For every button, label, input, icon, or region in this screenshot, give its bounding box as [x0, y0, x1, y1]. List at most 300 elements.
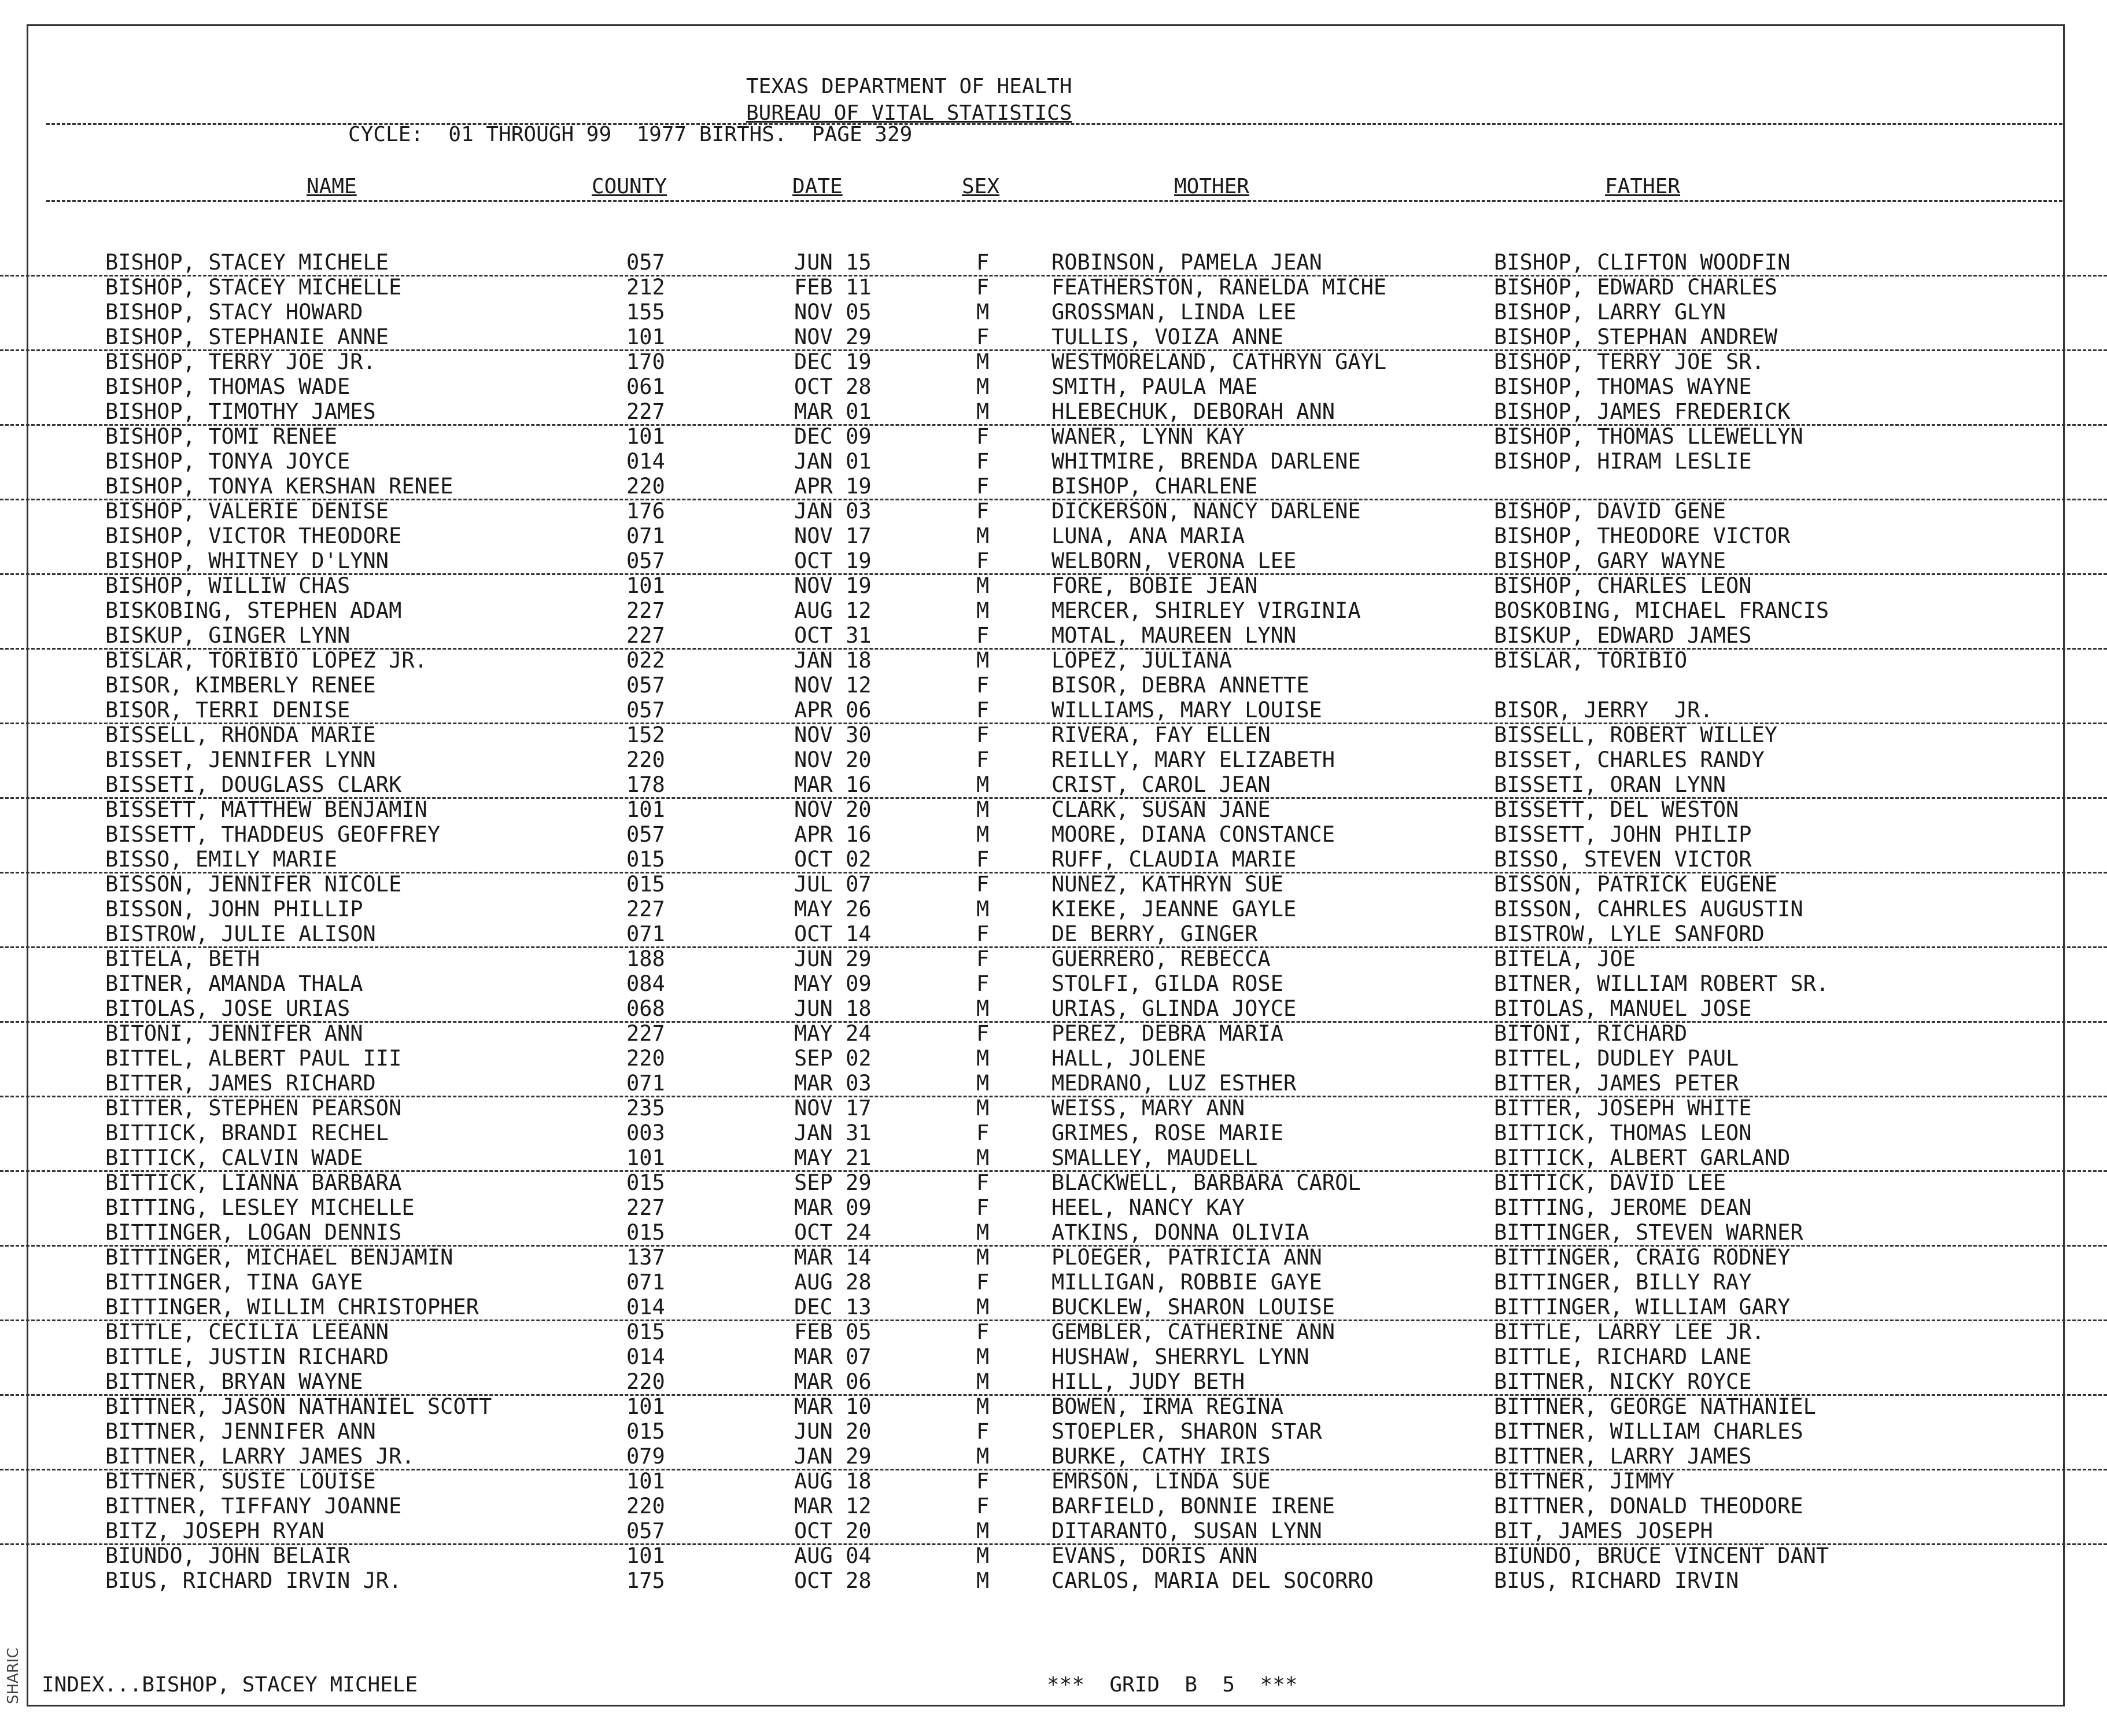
record-mother: TULLIS, VOIZA ANNE: [1051, 325, 1283, 349]
record-row: [0, 449, 2107, 474]
record-county: 212: [626, 275, 665, 300]
side-stamp-text: SHARIC: [5, 1647, 22, 1704]
record-name: BIUNDO, JOHN BELAIR: [105, 1543, 350, 1568]
record-name: BITTING, LESLEY MICHELLE: [105, 1195, 415, 1220]
record-name: BITTNER, JENNIFER ANN: [105, 1419, 376, 1444]
record-mother: URIAS, GLINDA JOYCE: [1051, 996, 1297, 1021]
record-mother: HALL, JOLENE: [1051, 1046, 1206, 1071]
record-name: BISHOP, TOMI RENEE: [105, 424, 337, 449]
record-father: BISHOP, CLIFTON WOODFIN: [1494, 250, 1791, 275]
record-mother: PEREZ, DEBRA MARIA: [1051, 1021, 1283, 1046]
record-row: [0, 1071, 2107, 1097]
record-county: 101: [626, 1145, 665, 1170]
record-row: [0, 349, 2107, 374]
record-mother: FEATHERSTON, RANELDA MICHE: [1051, 275, 1387, 300]
record-name: BISSO, EMILY MARIE: [105, 847, 337, 872]
record-mother: SMALLEY, MAUDELL: [1051, 1145, 1258, 1170]
record-row: [0, 772, 2107, 799]
record-row: [0, 598, 2107, 623]
record-county: 227: [626, 897, 665, 922]
record-county: 022: [626, 648, 665, 673]
record-father: BISSON, PATRICK EUGENE: [1494, 872, 1778, 897]
record-row: [0, 300, 2107, 325]
record-mother: MOTAL, MAUREEN LYNN: [1051, 623, 1297, 648]
record-sex: F: [976, 1121, 990, 1145]
record-row: [0, 1170, 2107, 1195]
grid-label: *** GRID B 5 ***: [1047, 1673, 1298, 1697]
record-date: JAN 29: [794, 1444, 872, 1469]
record-father: BIUS, RICHARD IRVIN: [1494, 1568, 1739, 1593]
record-mother: FORE, BOBIE JEAN: [1051, 573, 1258, 598]
record-sex: F: [976, 325, 990, 349]
record-name: BISKUP, GINGER LYNN: [105, 623, 350, 648]
record-father: BITTINGER, STEVEN WARNER: [1494, 1220, 1803, 1245]
record-father: BITTNER, NICKY ROYCE: [1494, 1369, 1752, 1394]
record-county: 014: [626, 1344, 665, 1369]
record-county: 057: [626, 673, 665, 698]
record-county: 071: [626, 1270, 665, 1295]
record-mother: REILLY, MARY ELIZABETH: [1051, 747, 1335, 772]
record-date: AUG 18: [794, 1469, 872, 1494]
record-row: [0, 648, 2107, 673]
record-row: [0, 673, 2107, 698]
record-sex: M: [976, 598, 990, 623]
record-date: FEB 05: [794, 1319, 872, 1344]
record-mother: CRIST, CAROL JEAN: [1051, 772, 1271, 797]
record-father: BISHOP, HIRAM LESLIE: [1494, 449, 1752, 474]
record-mother: STOEPLER, SHARON STAR: [1051, 1419, 1322, 1444]
record-sex: M: [976, 399, 990, 424]
record-name: BITTER, JAMES RICHARD: [105, 1071, 376, 1096]
record-sex: M: [976, 797, 990, 822]
record-sex: M: [976, 1295, 990, 1319]
record-mother: HLEBECHUK, DEBORAH ANN: [1051, 399, 1335, 424]
record-mother: GEMBLER, CATHERINE ANN: [1051, 1319, 1335, 1344]
record-sex: M: [976, 1568, 990, 1593]
record-father: BITTER, JOSEPH WHITE: [1494, 1096, 1752, 1121]
record-name: BITTNER, JASON NATHANIEL SCOTT: [105, 1394, 492, 1419]
record-mother: MEDRANO, LUZ ESTHER: [1051, 1071, 1297, 1096]
record-father: BISSET, CHARLES RANDY: [1494, 747, 1765, 772]
record-sex: F: [976, 872, 990, 897]
record-date: OCT 31: [794, 623, 872, 648]
record-father: BITTINGER, WILLIAM GARY: [1494, 1295, 1791, 1319]
record-county: 057: [626, 548, 665, 573]
record-name: BITELA, BETH: [105, 946, 260, 971]
record-mother: BUCKLEW, SHARON LOUISE: [1051, 1295, 1335, 1319]
record-sex: F: [976, 747, 990, 772]
record-name: BISHOP, TONYA JOYCE: [105, 449, 350, 474]
record-county: 101: [626, 573, 665, 598]
record-mother: BISOR, DEBRA ANNETTE: [1051, 673, 1309, 698]
record-row: [0, 275, 2107, 300]
record-date: NOV 29: [794, 325, 872, 349]
record-county: 057: [626, 1518, 665, 1543]
record-sex: F: [976, 971, 990, 996]
record-name: BITONI, JENNIFER ANN: [105, 1021, 363, 1046]
record-county: 175: [626, 1568, 665, 1593]
record-father: BISSETT, DEL WESTON: [1494, 797, 1739, 822]
record-county: 014: [626, 1295, 665, 1319]
record-date: JAN 18: [794, 648, 872, 673]
record-name: BITTICK, CALVIN WADE: [105, 1145, 363, 1170]
record-mother: WANER, LYNN KAY: [1051, 424, 1245, 449]
record-name: BISSELL, RHONDA MARIE: [105, 723, 376, 747]
record-sex: F: [976, 723, 990, 747]
record-name: BITTLE, CECILIA LEEANN: [105, 1319, 389, 1344]
record-mother: WHITMIRE, BRENDA DARLENE: [1051, 449, 1361, 474]
record-father: BISSETI, ORAN LYNN: [1494, 772, 1726, 797]
record-sex: F: [976, 1419, 990, 1444]
record-county: 101: [626, 1469, 665, 1494]
record-sex: M: [976, 1220, 990, 1245]
record-date: MAR 06: [794, 1369, 872, 1394]
record-father: BITTEL, DUDLEY PAUL: [1494, 1046, 1739, 1071]
record-sex: M: [976, 1071, 990, 1096]
record-date: OCT 02: [794, 847, 872, 872]
record-row: [0, 847, 2107, 873]
record-row: [0, 897, 2107, 922]
record-date: AUG 04: [794, 1543, 872, 1568]
record-row: [0, 1518, 2107, 1545]
record-name: BITTNER, TIFFANY JOANNE: [105, 1494, 402, 1518]
record-row: [0, 1543, 2107, 1568]
record-row: [0, 822, 2107, 847]
record-row: [0, 922, 2107, 948]
record-sex: F: [976, 946, 990, 971]
record-name: BISSET, JENNIFER LYNN: [105, 747, 376, 772]
record-father: BISSETT, JOHN PHILIP: [1494, 822, 1752, 847]
record-name: BITTNER, SUSIE LOUISE: [105, 1469, 376, 1494]
record-father: BITTNER, JIMMY: [1494, 1469, 1674, 1494]
record-sex: F: [976, 1021, 990, 1046]
record-name: BISHOP, WILLIW CHAS: [105, 573, 350, 598]
record-sex: F: [976, 1469, 990, 1494]
record-county: 227: [626, 623, 665, 648]
record-date: NOV 20: [794, 747, 872, 772]
record-name: BISSON, JENNIFER NICOLE: [105, 872, 402, 897]
record-row: [0, 698, 2107, 724]
record-sex: M: [976, 1394, 990, 1419]
record-row: [0, 374, 2107, 399]
record-sex: M: [976, 648, 990, 673]
record-name: BISOR, TERRI DENISE: [105, 698, 350, 723]
record-sex: F: [976, 1494, 990, 1518]
record-father: BITTLE, LARRY LEE JR.: [1494, 1319, 1765, 1344]
record-county: 015: [626, 1319, 665, 1344]
record-date: SEP 29: [794, 1170, 872, 1195]
record-county: 227: [626, 598, 665, 623]
record-name: BISLAR, TORIBIO LOPEZ JR.: [105, 648, 427, 673]
record-county: 137: [626, 1245, 665, 1270]
record-county: 101: [626, 797, 665, 822]
record-list: [0, 250, 2107, 1592]
record-date: JAN 03: [794, 499, 872, 524]
record-sex: M: [976, 573, 990, 598]
record-sex: M: [976, 524, 990, 548]
record-mother: NUNEZ, KATHRYN SUE: [1051, 872, 1283, 897]
record-county: 061: [626, 374, 665, 399]
record-date: MAR 14: [794, 1245, 872, 1270]
record-date: MAR 07: [794, 1344, 872, 1369]
record-date: APR 16: [794, 822, 872, 847]
record-date: AUG 12: [794, 598, 872, 623]
column-header-divider: [46, 200, 2062, 202]
side-stamp: [2, 1642, 23, 1705]
record-row: [0, 548, 2107, 575]
record-mother: DE BERRY, GINGER: [1051, 922, 1258, 946]
record-mother: BURKE, CATHY IRIS: [1051, 1444, 1271, 1469]
record-sex: F: [976, 499, 990, 524]
record-sex: F: [976, 1319, 990, 1344]
record-date: NOV 20: [794, 797, 872, 822]
record-father: BISOR, JERRY JR.: [1494, 698, 1713, 723]
record-sex: M: [976, 1046, 990, 1071]
record-date: MAR 10: [794, 1394, 872, 1419]
record-row: [0, 1469, 2107, 1494]
record-father: BISKUP, EDWARD JAMES: [1494, 623, 1752, 648]
record-county: 101: [626, 1394, 665, 1419]
record-mother: BOWEN, IRMA REGINA: [1051, 1394, 1283, 1419]
record-sex: F: [976, 474, 990, 499]
record-mother: HILL, JUDY BETH: [1051, 1369, 1245, 1394]
record-date: NOV 19: [794, 573, 872, 598]
record-name: BITTINGER, TINA GAYE: [105, 1270, 363, 1295]
record-mother: KIEKE, JEANNE GAYLE: [1051, 897, 1297, 922]
record-row: [0, 1046, 2107, 1071]
record-name: BISSETI, DOUGLASS CLARK: [105, 772, 402, 797]
record-name: BITNER, AMANDA THALA: [105, 971, 363, 996]
record-row: [0, 1096, 2107, 1121]
record-date: OCT 28: [794, 1568, 872, 1593]
agency-title: TEXAS DEPARTMENT OF HEALTH: [746, 75, 1072, 98]
record-sex: M: [976, 772, 990, 797]
record-name: BITTNER, BRYAN WAYNE: [105, 1369, 363, 1394]
record-county: 227: [626, 399, 665, 424]
record-date: MAR 03: [794, 1071, 872, 1096]
record-sex: F: [976, 250, 990, 275]
record-father: BITTINGER, CRAIG RODNEY: [1494, 1245, 1791, 1270]
record-sex: F: [976, 1270, 990, 1295]
record-father: BISHOP, TERRY JOE SR.: [1494, 349, 1765, 374]
record-mother: GUERRERO, REBECCA: [1051, 946, 1271, 971]
record-date: JUN 18: [794, 996, 872, 1021]
bureau-title: BUREAU OF VITAL STATISTICS: [746, 101, 1072, 125]
record-name: BISHOP, VALERIE DENISE: [105, 499, 389, 524]
record-date: FEB 11: [794, 275, 872, 300]
record-row: [0, 1270, 2107, 1295]
column-header-date: DATE: [792, 175, 843, 198]
record-county: 071: [626, 524, 665, 548]
record-county: 057: [626, 250, 665, 275]
record-father: BITTINGER, BILLY RAY: [1494, 1270, 1752, 1295]
record-row: [0, 872, 2107, 897]
record-name: BISSON, JOHN PHILLIP: [105, 897, 363, 922]
record-row: [0, 996, 2107, 1023]
record-mother: HEEL, NANCY KAY: [1051, 1195, 1245, 1220]
record-county: 015: [626, 1419, 665, 1444]
record-name: BITTINGER, LOGAN DENNIS: [105, 1220, 402, 1245]
record-name: BISKOBING, STEPHEN ADAM: [105, 598, 402, 623]
record-father: BISHOP, EDWARD CHARLES: [1494, 275, 1778, 300]
record-father: BITONI, RICHARD: [1494, 1021, 1688, 1046]
record-sex: F: [976, 449, 990, 474]
record-county: 079: [626, 1444, 665, 1469]
record-date: JAN 01: [794, 449, 872, 474]
record-county: 176: [626, 499, 665, 524]
record-county: 003: [626, 1121, 665, 1145]
record-mother: WELBORN, VERONA LEE: [1051, 548, 1297, 573]
record-father: BITTING, JEROME DEAN: [1494, 1195, 1752, 1220]
record-row: [0, 623, 2107, 650]
record-county: 015: [626, 872, 665, 897]
record-mother: WESTMORELAND, CATHRYN GAYL: [1051, 349, 1387, 374]
record-name: BITTNER, LARRY JAMES JR.: [105, 1444, 415, 1469]
record-date: OCT 19: [794, 548, 872, 573]
record-name: BIUS, RICHARD IRVIN JR.: [105, 1568, 402, 1593]
record-date: JUN 20: [794, 1419, 872, 1444]
record-name: BISSETT, MATTHEW BENJAMIN: [105, 797, 427, 822]
record-father: BITTER, JAMES PETER: [1494, 1071, 1739, 1096]
record-row: [0, 1021, 2107, 1046]
record-father: BIUNDO, BRUCE VINCENT DANT: [1494, 1543, 1829, 1568]
record-name: BITZ, JOSEPH RYAN: [105, 1518, 324, 1543]
record-sex: F: [976, 275, 990, 300]
record-date: OCT 14: [794, 922, 872, 946]
record-county: 101: [626, 1543, 665, 1568]
record-name: BITTINGER, MICHAEL BENJAMIN: [105, 1245, 453, 1270]
record-sex: M: [976, 1096, 990, 1121]
record-date: JAN 31: [794, 1121, 872, 1145]
record-row: [0, 723, 2107, 747]
record-county: 170: [626, 349, 665, 374]
record-mother: BARFIELD, BONNIE IRENE: [1051, 1494, 1335, 1518]
record-mother: MERCER, SHIRLEY VIRGINIA: [1051, 598, 1361, 623]
record-name: BISHOP, STEPHANIE ANNE: [105, 325, 389, 349]
record-father: BISHOP, DAVID GENE: [1494, 499, 1726, 524]
record-county: 227: [626, 1021, 665, 1046]
record-mother: ATKINS, DONNA OLIVIA: [1051, 1220, 1309, 1245]
record-father: BISHOP, THOMAS WAYNE: [1494, 374, 1752, 399]
record-date: JUL 07: [794, 872, 872, 897]
record-county: 084: [626, 971, 665, 996]
record-row: [0, 424, 2107, 449]
record-name: BITTER, STEPHEN PEARSON: [105, 1096, 402, 1121]
record-name: BITTICK, BRANDI RECHEL: [105, 1121, 389, 1145]
record-sex: M: [976, 374, 990, 399]
record-date: SEP 02: [794, 1046, 872, 1071]
record-row: [0, 1344, 2107, 1369]
record-mother: EMRSON, LINDA SUE: [1051, 1469, 1271, 1494]
record-father: BITTNER, LARRY JAMES: [1494, 1444, 1752, 1469]
record-name: BISHOP, THOMAS WADE: [105, 374, 350, 399]
record-name: BITTLE, JUSTIN RICHARD: [105, 1344, 389, 1369]
record-row: [0, 1568, 2107, 1593]
record-row: [0, 1220, 2107, 1247]
record-row: [0, 1444, 2107, 1470]
record-mother: MOORE, DIANA CONSTANCE: [1051, 822, 1335, 847]
record-name: BITTICK, LIANNA BARBARA: [105, 1170, 402, 1195]
record-sex: M: [976, 1369, 990, 1394]
record-mother: MILLIGAN, ROBBIE GAYE: [1051, 1270, 1322, 1295]
record-mother: ROBINSON, PAMELA JEAN: [1051, 250, 1322, 275]
record-row: [0, 946, 2107, 971]
record-mother: DICKERSON, NANCY DARLENE: [1051, 499, 1361, 524]
record-name: BISHOP, TERRY JOE JR.: [105, 349, 376, 374]
record-mother: RUFF, CLAUDIA MARIE: [1051, 847, 1297, 872]
record-row: [0, 524, 2107, 548]
record-sex: F: [976, 548, 990, 573]
record-name: BISHOP, TONYA KERSHAN RENEE: [105, 474, 453, 499]
record-county: 015: [626, 1220, 665, 1245]
record-date: APR 19: [794, 474, 872, 499]
record-name: BISOR, KIMBERLY RENEE: [105, 673, 376, 698]
record-date: DEC 09: [794, 424, 872, 449]
record-father: BITNER, WILLIAM ROBERT SR.: [1494, 971, 1829, 996]
record-sex: M: [976, 897, 990, 922]
record-mother: GROSSMAN, LINDA LEE: [1051, 300, 1297, 325]
record-row: [0, 1121, 2107, 1145]
record-mother: CLARK, SUSAN JANE: [1051, 797, 1271, 822]
record-date: NOV 12: [794, 673, 872, 698]
record-father: BIT, JAMES JOSEPH: [1494, 1518, 1713, 1543]
record-county: 227: [626, 1195, 665, 1220]
record-county: 220: [626, 1494, 665, 1518]
record-date: MAR 12: [794, 1494, 872, 1518]
record-mother: SMITH, PAULA MAE: [1051, 374, 1258, 399]
record-mother: WILLIAMS, MARY LOUISE: [1051, 698, 1322, 723]
record-row: [0, 1245, 2107, 1270]
record-date: MAR 16: [794, 772, 872, 797]
record-date: NOV 05: [794, 300, 872, 325]
record-row: [0, 1295, 2107, 1321]
record-row: [0, 797, 2107, 822]
record-name: BITTINGER, WILLIM CHRISTOPHER: [105, 1295, 479, 1319]
record-date: APR 06: [794, 698, 872, 723]
record-row: [0, 1145, 2107, 1172]
record-sex: F: [976, 922, 990, 946]
record-date: JUN 29: [794, 946, 872, 971]
record-row: [0, 250, 2107, 277]
record-mother: STOLFI, GILDA ROSE: [1051, 971, 1283, 996]
record-county: 071: [626, 1071, 665, 1096]
record-name: BISHOP, TIMOTHY JAMES: [105, 399, 376, 424]
record-date: NOV 17: [794, 1096, 872, 1121]
record-county: 188: [626, 946, 665, 971]
record-date: DEC 13: [794, 1295, 872, 1319]
record-date: DEC 19: [794, 349, 872, 374]
record-county: 220: [626, 747, 665, 772]
record-mother: LUNA, ANA MARIA: [1051, 524, 1245, 548]
record-name: BITOLAS, JOSE URIAS: [105, 996, 350, 1021]
record-name: BISHOP, STACEY MICHELE: [105, 250, 389, 275]
record-mother: HUSHAW, SHERRYL LYNN: [1051, 1344, 1309, 1369]
record-row: [0, 325, 2107, 351]
record-date: OCT 24: [794, 1220, 872, 1245]
record-sex: F: [976, 847, 990, 872]
cycle-line: CYCLE: 01 THROUGH 99 1977 BIRTHS. PAGE 329: [348, 123, 913, 146]
record-county: 014: [626, 449, 665, 474]
record-county: 057: [626, 822, 665, 847]
record-mother: GRIMES, ROSE MARIE: [1051, 1121, 1283, 1145]
record-sex: F: [976, 1170, 990, 1195]
record-name: BISTROW, JULIE ALISON: [105, 922, 376, 946]
record-father: BITELA, JOE: [1494, 946, 1636, 971]
record-sex: F: [976, 673, 990, 698]
record-date: NOV 30: [794, 723, 872, 747]
record-county: 235: [626, 1096, 665, 1121]
record-date: OCT 28: [794, 374, 872, 399]
